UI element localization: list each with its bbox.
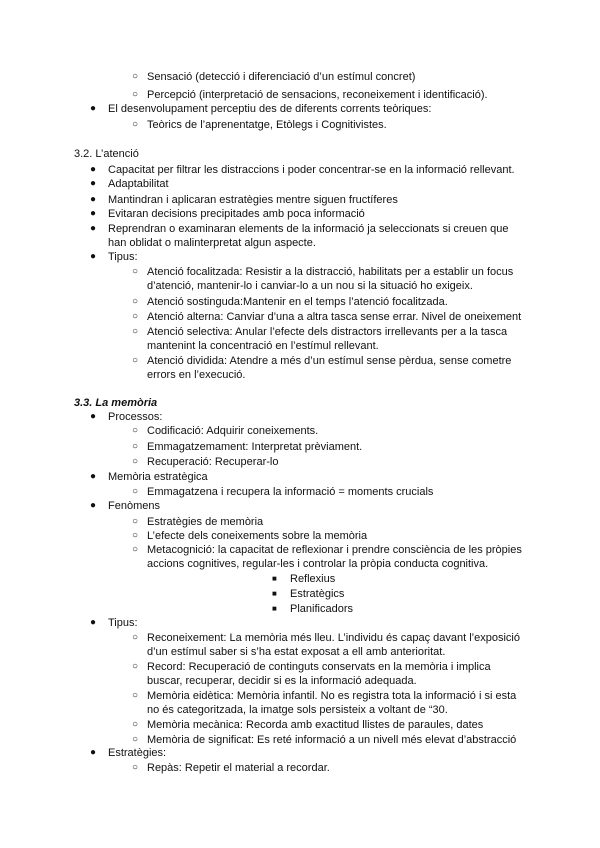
list-item-fenomens: Fenòmens (108, 500, 160, 512)
list-item-planificadors: Planificadors (290, 603, 353, 615)
list-item-record: Record: Recuperació de continguts conservats en la memòria i implica (147, 661, 491, 673)
list-item-record-cont: buscar, recuperar, decidir si es la informació adequada. (147, 675, 417, 687)
list-item-teorics: Teòrics de l’aprenentatge, Etòlegs i Cognitivistes. (147, 119, 387, 131)
list-item-estrategies: Estratègies: (108, 747, 167, 759)
bullet-icon: ● (90, 194, 97, 205)
list-item-capacitat: Capacitat per filtrar les distraccions i poder concentrar-se en la informació rellevant. (108, 164, 515, 176)
list-item-estrategica-desc: Emmagatzena i recupera la informació = moments crucials (147, 486, 434, 498)
list-item-dividida: Atenció dividida: Atendre a més d’un estímul sense pèrdua, sense cometre (147, 355, 512, 367)
list-item-eidetica: Memòria eidètica: Memòria infantil. No es registra tota la informació i si esta (147, 690, 517, 702)
bullet-icon: ● (90, 223, 97, 234)
bullet-icon: ● (90, 747, 97, 758)
bullet-icon: ● (90, 617, 97, 628)
hollow-bullet-icon: ○ (132, 719, 139, 730)
list-item-selectiva: Atenció selectiva: Anular l’efecte dels distractors irrellevants per a la tasca (147, 326, 508, 338)
list-item-processos: Processos: (108, 411, 163, 423)
bullet-icon: ● (90, 208, 97, 219)
list-item-evitaran: Evitaran decisions precipitades amb poca informació (108, 208, 365, 220)
hollow-bullet-icon: ○ (132, 296, 139, 307)
hollow-bullet-icon: ○ (132, 266, 139, 277)
hollow-bullet-icon: ○ (132, 661, 139, 672)
list-item-focalitzada: Atenció focalitzada: Resistir a la distracció, habilitats per a establir un focus (147, 266, 514, 278)
hollow-bullet-icon: ○ (132, 326, 139, 337)
list-item-reprendran-cont: han oblidat o malinterpretat algun aspecte. (108, 237, 316, 249)
section-heading-memoria: 3.3. La memòria (74, 397, 158, 409)
list-item-selectiva-cont: mantenint la concentració en l’estímul rellevant. (147, 340, 379, 352)
list-item-estrategies-memoria: Estratègies de memòria (147, 516, 264, 528)
list-item-eidetica-cont: no és categoritzada, la imatge sols persisteix a voltant de “30. (147, 704, 448, 716)
hollow-bullet-icon: ○ (132, 690, 139, 701)
list-item-emmagatzemament: Emmagatzemament: Interpretat prèviament. (147, 441, 363, 453)
bullet-icon: ● (90, 251, 97, 262)
list-item-mantindran: Mantindran i aplicaran estratègies mentre siguen fructíferes (108, 194, 398, 206)
bullet-icon: ● (90, 500, 97, 511)
list-item-reflexius: Reflexius (290, 573, 336, 585)
list-item-alterna: Atenció alterna: Canviar d’una a altra tasca sense errar. Nivel de oneixement (147, 311, 522, 323)
hollow-bullet-icon: ○ (132, 486, 139, 497)
hollow-bullet-icon: ○ (132, 734, 139, 745)
list-item-percepcio: Percepció (interpretació de sensacions, reconeixement i identificació). (147, 89, 488, 101)
bullet-icon: ● (90, 103, 97, 114)
hollow-bullet-icon: ○ (132, 311, 139, 322)
list-item-desenvolupament: El desenvolupament perceptiu des de diferents corrents teòriques: (108, 103, 432, 115)
list-item-sensacio: Sensació (detecció i diferenciació d’un estímul concret) (147, 71, 416, 83)
list-item-metacognicio-cont: accions cognitives, regular-les i controlar la pròpia conducta cognitiva. (147, 558, 489, 570)
list-item-tipus-memoria: Tipus: (108, 617, 138, 629)
hollow-bullet-icon: ○ (132, 355, 139, 366)
list-item-reprendran: Reprendran o examinaran elements de la informació ja seleccionats si creuen que (108, 223, 509, 235)
list-item-metacognicio: Metacognició: la capacitat de reflexionar i prendre consciència de les pròpies (147, 544, 522, 556)
hollow-bullet-icon: ○ (132, 762, 139, 773)
hollow-bullet-icon: ○ (132, 71, 139, 82)
bullet-icon: ● (90, 411, 97, 422)
hollow-bullet-icon: ○ (132, 516, 139, 527)
hollow-bullet-icon: ○ (132, 441, 139, 452)
square-bullet-icon: ■ (272, 604, 277, 613)
list-item-dividida-cont: errors en l’execució. (147, 369, 246, 381)
hollow-bullet-icon: ○ (132, 119, 139, 130)
list-item-sostinguda: Atenció sostinguda:Mantenir en el temps l’atenció focalitzada. (147, 296, 448, 308)
list-item-adaptabilitat: Adaptabilitat (108, 178, 169, 190)
list-item-focalitzada-cont: d’atenció, mantenir-lo i canviar-lo a un nou si la situació ho exigeix. (147, 280, 473, 292)
list-item-efecte: L’efecte dels coneixements sobre la memòria (147, 530, 368, 542)
hollow-bullet-icon: ○ (132, 632, 139, 643)
bullet-icon: ● (90, 471, 97, 482)
list-item-reconeixement: Reconeixement: La memòria més lleu. L’individu és capaç davant l’exposició (147, 632, 520, 644)
hollow-bullet-icon: ○ (132, 544, 139, 555)
list-item-significat: Memòria de significat: Es reté informació a un nivell més elevat d’abstracció (147, 734, 517, 746)
square-bullet-icon: ■ (272, 574, 277, 583)
list-item-repas: Repàs: Repetir el material a recordar. (147, 762, 330, 774)
list-item-recuperacio: Recuperació: Recuperar-lo (147, 456, 279, 468)
list-item-tipus: Tipus: (108, 251, 138, 263)
bullet-icon: ● (90, 164, 97, 175)
list-item-reconeixement-cont: d’un estímul saber si s’ha estat exposat a ell amb anterioritat. (147, 646, 446, 658)
bullet-icon: ● (90, 178, 97, 189)
list-item-estrategics: Estratègics (290, 588, 345, 600)
hollow-bullet-icon: ○ (132, 456, 139, 467)
list-item-codificacio: Codificació: Adquirir coneixements. (147, 425, 319, 437)
list-item-mecanica: Memòria mecànica: Recorda amb exactitud llistes de paraules, dates (147, 719, 484, 731)
list-item-estrategica: Memòria estratègica (108, 471, 208, 483)
hollow-bullet-icon: ○ (132, 530, 139, 541)
hollow-bullet-icon: ○ (132, 425, 139, 436)
hollow-bullet-icon: ○ (132, 89, 139, 100)
section-heading-atencio: 3.2. L’atenció (74, 148, 139, 160)
square-bullet-icon: ■ (272, 589, 277, 598)
